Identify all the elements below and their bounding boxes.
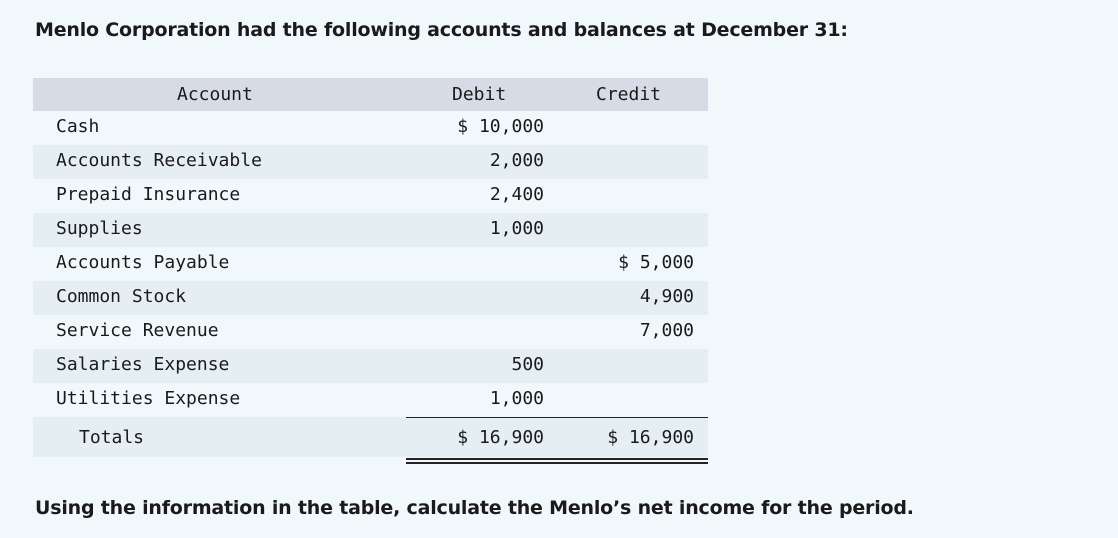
account-name: Salaries Expense [56, 354, 230, 375]
question-text: Using the information in the table, calculate the Menlo’s net income for the period. [35, 497, 914, 519]
table-row [33, 145, 708, 179]
table-row [33, 247, 708, 281]
account-name: Prepaid Insurance [56, 184, 241, 205]
account-name: Service Revenue [56, 320, 219, 341]
debit-value: 2,000 [489, 150, 544, 171]
table-header [33, 78, 708, 111]
account-name: Cash [56, 116, 100, 137]
debit-value: 1,000 [489, 218, 544, 239]
account-name: Accounts Receivable [56, 150, 262, 171]
table-row [33, 349, 708, 383]
debit-value: 1,000 [489, 388, 544, 409]
account-name: Supplies [56, 218, 143, 239]
subtotal-rule [406, 417, 708, 418]
table-row [33, 383, 708, 417]
table-row [33, 315, 708, 349]
table-row [33, 213, 708, 247]
account-name: Accounts Payable [56, 252, 230, 273]
totals-debit: $ 16,900 [457, 427, 544, 448]
header-account: Account [177, 84, 253, 105]
intro-text: Menlo Corporation had the following accounts and balances at December 31: [35, 19, 848, 41]
double-rule [33, 457, 708, 465]
table-row [33, 179, 708, 213]
header-debit: Debit [452, 84, 507, 105]
trial-balance-table [33, 78, 708, 465]
credit-value: 7,000 [639, 320, 694, 341]
account-name: Common Stock [56, 286, 187, 307]
totals-credit: $ 16,900 [607, 427, 694, 448]
header-credit: Credit [596, 84, 662, 105]
table-row [33, 111, 708, 145]
account-name: Utilities Expense [56, 388, 241, 409]
credit-value: $ 5,000 [618, 252, 694, 273]
table-row [33, 281, 708, 315]
double-rule-bottom [406, 462, 708, 464]
double-rule-top [406, 458, 708, 460]
debit-value: 500 [511, 354, 544, 375]
debit-value: 2,400 [489, 184, 544, 205]
totals-label: Totals [79, 427, 145, 448]
totals-row [33, 417, 708, 457]
credit-value: 4,900 [639, 286, 694, 307]
debit-value: $ 10,000 [457, 116, 544, 137]
